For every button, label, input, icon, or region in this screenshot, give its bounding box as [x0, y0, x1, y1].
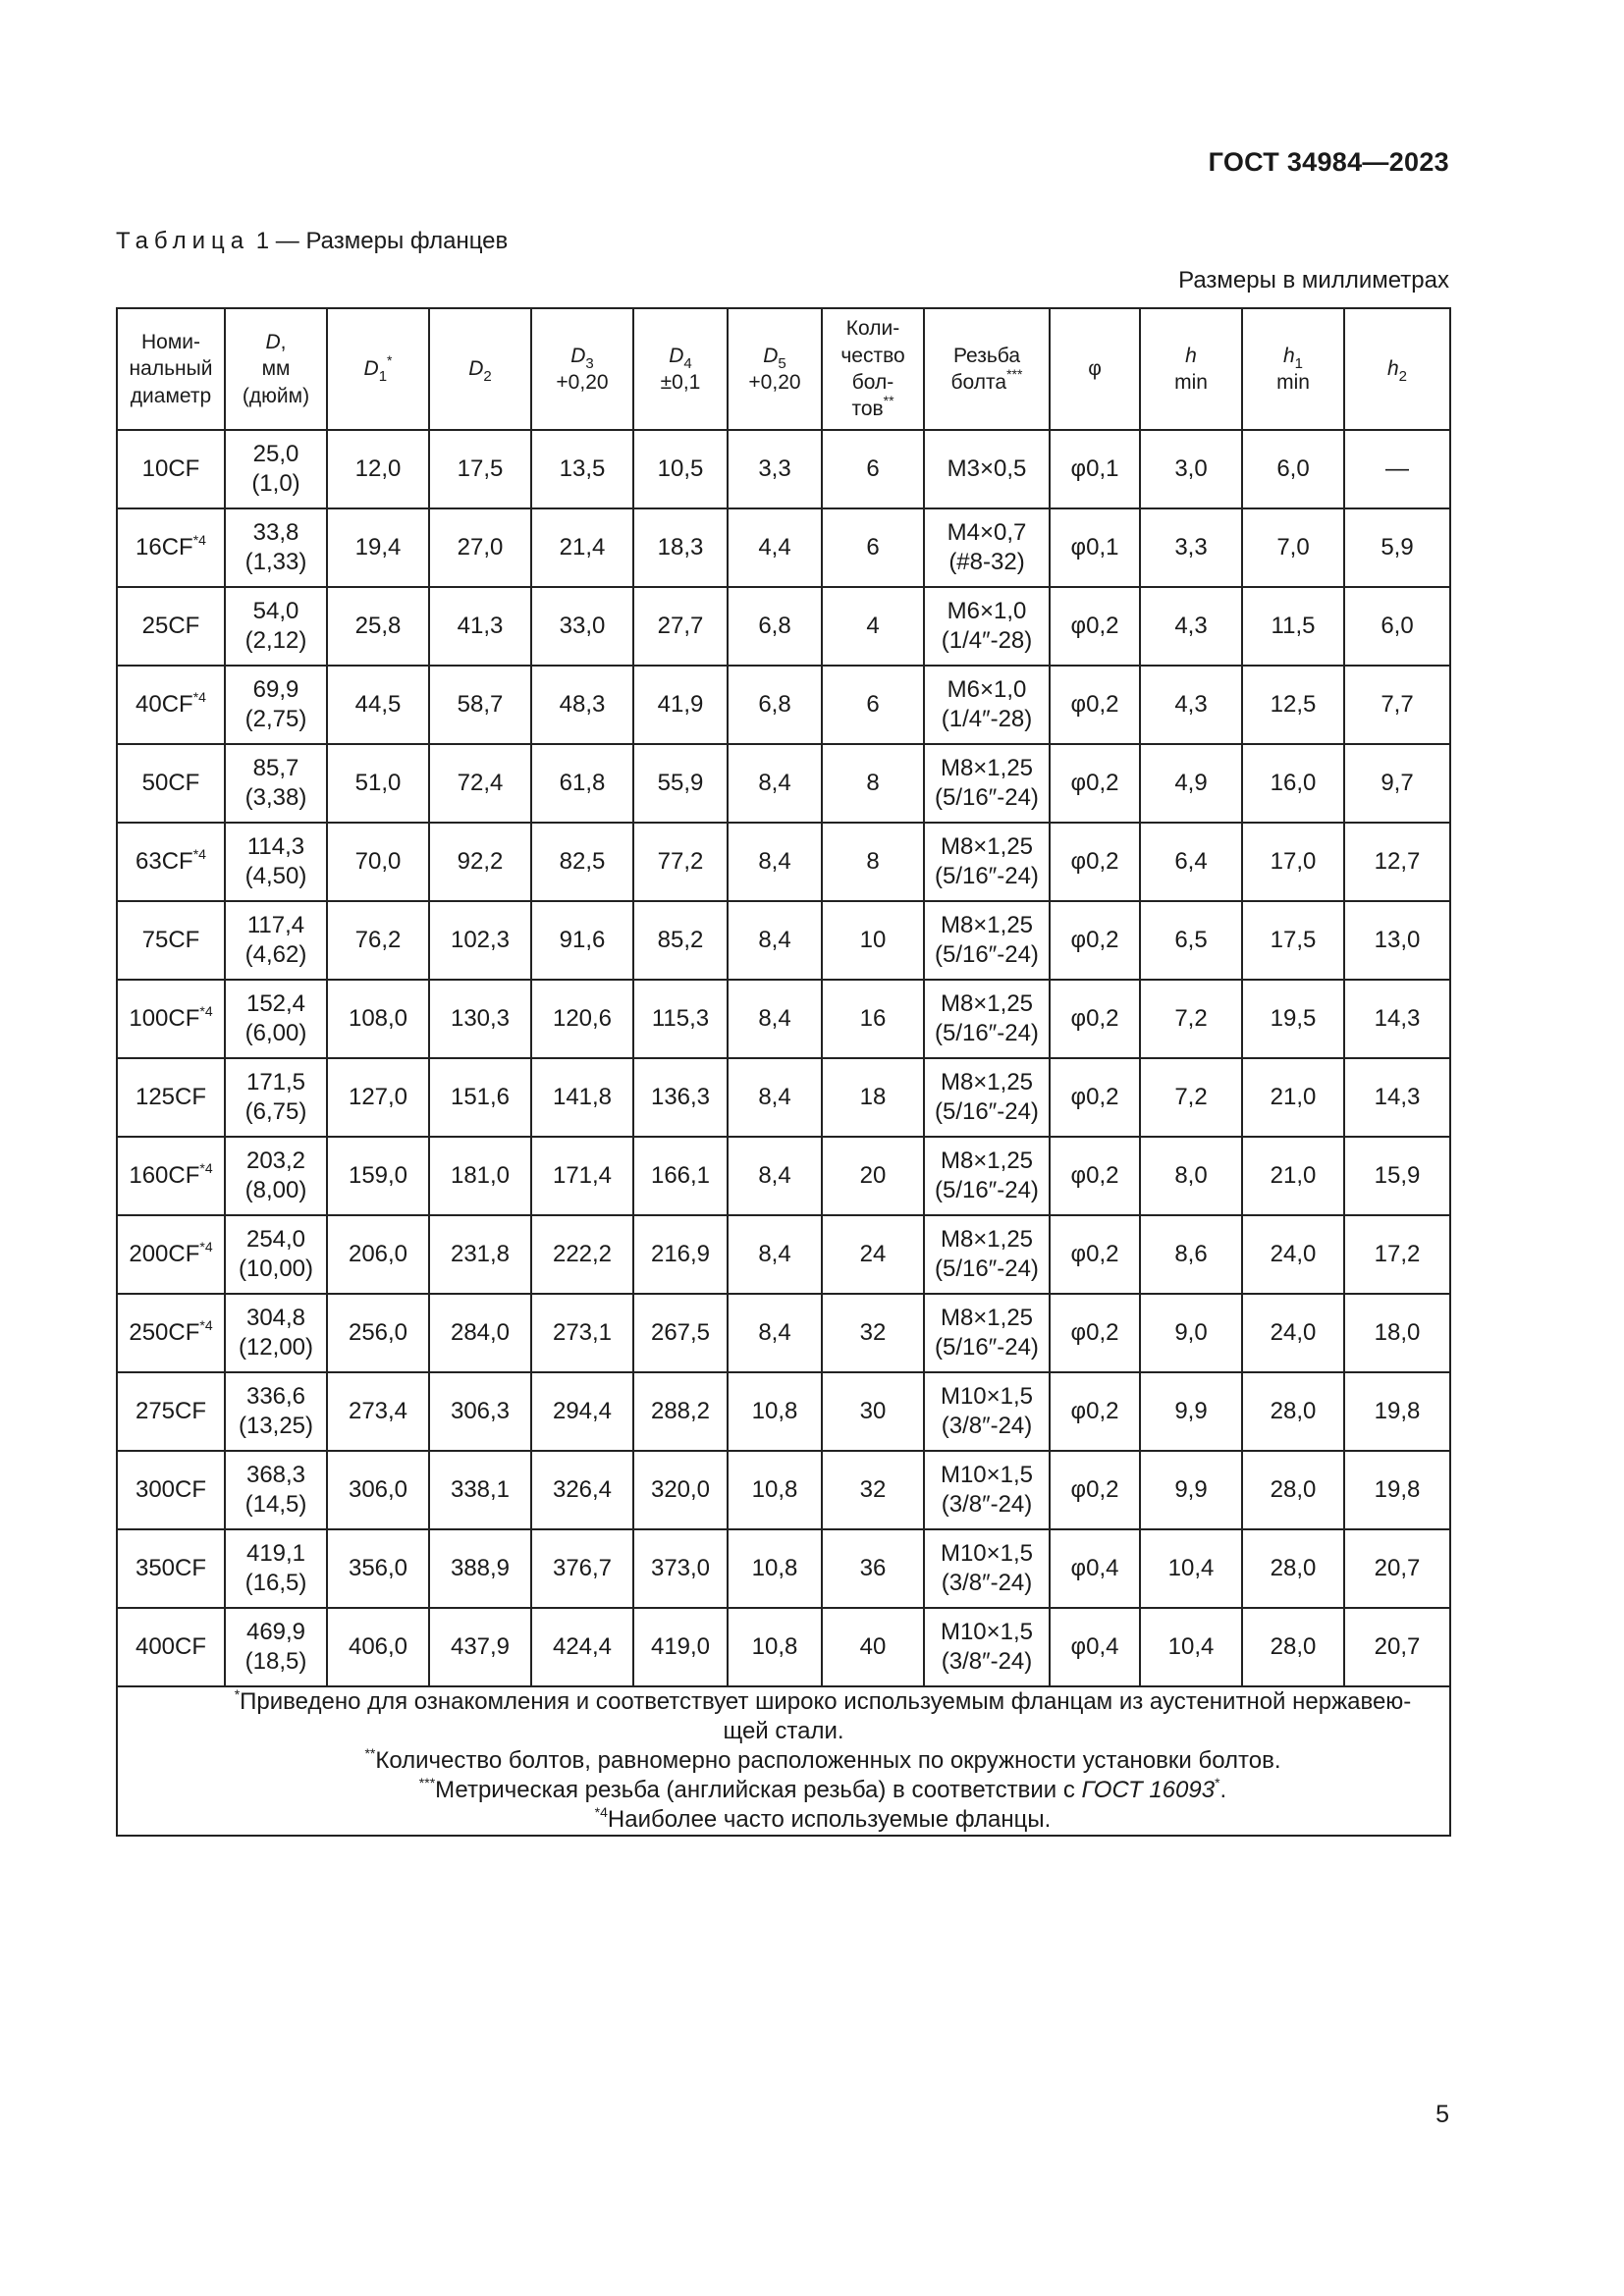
cell-h1: 17,5	[1242, 901, 1344, 980]
cell-h1: 21,0	[1242, 1058, 1344, 1137]
cell-phi: φ0,2	[1050, 1058, 1140, 1137]
cell-bolts: 6	[822, 430, 924, 508]
cell-d1: 206,0	[327, 1215, 429, 1294]
cell-thread: M8×1,25 (5/16″-24)	[924, 1137, 1050, 1215]
cell-h: 7,2	[1140, 1058, 1242, 1137]
table-row	[117, 1215, 1450, 1294]
cell-thread: M8×1,25 (5/16″-24)	[924, 901, 1050, 980]
cell-nominal: 300CF	[117, 1451, 225, 1529]
cell-d: 203,2 (8,00)	[225, 1137, 327, 1215]
cell-d2: 102,3	[429, 901, 531, 980]
cell-d1: 76,2	[327, 901, 429, 980]
cell-d4: 77,2	[633, 823, 728, 901]
cell-d5: 6,8	[728, 666, 822, 744]
cell-bolts: 20	[822, 1137, 924, 1215]
cell-d5: 8,4	[728, 1058, 822, 1137]
cell-h: 6,4	[1140, 823, 1242, 901]
table-row	[117, 1372, 1450, 1451]
cell-d1: 159,0	[327, 1137, 429, 1215]
cell-phi: φ0,2	[1050, 744, 1140, 823]
cell-d5: 8,4	[728, 1137, 822, 1215]
cell-d1: 356,0	[327, 1529, 429, 1608]
table-row	[117, 430, 1450, 508]
cell-d2: 437,9	[429, 1608, 531, 1686]
cell-d3: 33,0	[531, 587, 633, 666]
cell-h2: 6,0	[1344, 587, 1450, 666]
cell-d5: 10,8	[728, 1372, 822, 1451]
cell-h: 9,0	[1140, 1294, 1242, 1372]
cell-d2: 17,5	[429, 430, 531, 508]
cell-h2: —	[1344, 430, 1450, 508]
cell-phi: φ0,1	[1050, 430, 1140, 508]
cell-d1: 12,0	[327, 430, 429, 508]
cell-bolts: 30	[822, 1372, 924, 1451]
cell-nominal: 10CF	[117, 430, 225, 508]
cell-phi: φ0,2	[1050, 980, 1140, 1058]
flange-dimensions-table	[116, 307, 1451, 1837]
cell-d: 254,0 (10,00)	[225, 1215, 327, 1294]
table-caption-prefix: Таблица	[116, 228, 250, 254]
notes-row	[117, 1686, 1450, 1836]
cell-h2: 19,8	[1344, 1451, 1450, 1529]
cell-d5: 10,8	[728, 1529, 822, 1608]
cell-h: 4,3	[1140, 666, 1242, 744]
cell-d: 368,3 (14,5)	[225, 1451, 327, 1529]
cell-bolts: 4	[822, 587, 924, 666]
cell-phi: φ0,2	[1050, 666, 1140, 744]
cell-phi: φ0,2	[1050, 1137, 1140, 1215]
cell-h1: 7,0	[1242, 508, 1344, 587]
cell-d: 304,8 (12,00)	[225, 1294, 327, 1372]
table-row	[117, 980, 1450, 1058]
cell-h1: 28,0	[1242, 1529, 1344, 1608]
cell-d: 33,8 (1,33)	[225, 508, 327, 587]
table-row	[117, 744, 1450, 823]
cell-h1: 6,0	[1242, 430, 1344, 508]
cell-d2: 72,4	[429, 744, 531, 823]
cell-d2: 231,8	[429, 1215, 531, 1294]
cell-phi: φ0,1	[1050, 508, 1140, 587]
cell-h: 3,0	[1140, 430, 1242, 508]
cell-d4: 10,5	[633, 430, 728, 508]
cell-h2: 20,7	[1344, 1608, 1450, 1686]
cell-h: 4,3	[1140, 587, 1242, 666]
header-d5: $D_5$ +0,20	[728, 308, 822, 430]
cell-h2: 5,9	[1344, 508, 1450, 587]
cell-nominal: 160CF$^{*4}$	[117, 1137, 225, 1215]
table-row	[117, 1608, 1450, 1686]
cell-d4: 115,3	[633, 980, 728, 1058]
cell-thread: M8×1,25 (5/16″-24)	[924, 980, 1050, 1058]
cell-bolts: 36	[822, 1529, 924, 1608]
cell-d5: 3,3	[728, 430, 822, 508]
cell-h: 4,9	[1140, 744, 1242, 823]
cell-thread: M10×1,5 (3/8″-24)	[924, 1451, 1050, 1529]
cell-d4: 320,0	[633, 1451, 728, 1529]
cell-d3: 376,7	[531, 1529, 633, 1608]
units-note: Размеры в миллиметрах	[1178, 267, 1449, 294]
cell-d1: 44,5	[327, 666, 429, 744]
cell-phi: φ0,4	[1050, 1608, 1140, 1686]
cell-bolts: 32	[822, 1451, 924, 1529]
cell-d: 336,6 (13,25)	[225, 1372, 327, 1451]
cell-h1: 19,5	[1242, 980, 1344, 1058]
table-row	[117, 666, 1450, 744]
note-4: $^{*4}$Наиболее часто используемые фланцы.	[594, 1804, 1052, 1833]
gost-reference: ГОСТ 16093	[1081, 1777, 1216, 1803]
cell-d: 69,9 (2,75)	[225, 666, 327, 744]
cell-h1: 28,0	[1242, 1372, 1344, 1451]
cell-h1: 11,5	[1242, 587, 1344, 666]
header-h2: $h_2$	[1344, 308, 1450, 430]
cell-h: 8,6	[1140, 1215, 1242, 1294]
cell-thread: M8×1,25 (5/16″-24)	[924, 1058, 1050, 1137]
cell-d3: 82,5	[531, 823, 633, 901]
cell-h1: 28,0	[1242, 1451, 1344, 1529]
cell-h2: 14,3	[1344, 980, 1450, 1058]
cell-d1: 108,0	[327, 980, 429, 1058]
cell-d3: 273,1	[531, 1294, 633, 1372]
cell-h1: 21,0	[1242, 1137, 1344, 1215]
cell-bolts: 10	[822, 901, 924, 980]
cell-d1: 273,4	[327, 1372, 429, 1451]
cell-bolts: 40	[822, 1608, 924, 1686]
cell-d2: 284,0	[429, 1294, 531, 1372]
cell-d3: 91,6	[531, 901, 633, 980]
cell-bolts: 6	[822, 508, 924, 587]
cell-d3: 171,4	[531, 1137, 633, 1215]
cell-d3: 294,4	[531, 1372, 633, 1451]
table-row	[117, 1451, 1450, 1529]
cell-d1: 51,0	[327, 744, 429, 823]
cell-h: 8,0	[1140, 1137, 1242, 1215]
cell-d2: 130,3	[429, 980, 531, 1058]
cell-thread: M10×1,5 (3/8″-24)	[924, 1529, 1050, 1608]
cell-d5: 8,4	[728, 980, 822, 1058]
cell-h2: 9,7	[1344, 744, 1450, 823]
header-bolt-count: Коли- чество бол- тов**	[822, 308, 924, 430]
table-row	[117, 823, 1450, 901]
cell-d2: 181,0	[429, 1137, 531, 1215]
cell-d2: 58,7	[429, 666, 531, 744]
cell-phi: φ0,2	[1050, 823, 1140, 901]
cell-d5: 8,4	[728, 1215, 822, 1294]
cell-h1: 28,0	[1242, 1608, 1344, 1686]
cell-d4: 166,1	[633, 1137, 728, 1215]
cell-d4: 373,0	[633, 1529, 728, 1608]
cell-d: 54,0 (2,12)	[225, 587, 327, 666]
cell-d2: 338,1	[429, 1451, 531, 1529]
cell-d3: 21,4	[531, 508, 633, 587]
cell-d4: 85,2	[633, 901, 728, 980]
cell-h1: 16,0	[1242, 744, 1344, 823]
cell-nominal: 125CF	[117, 1058, 225, 1137]
cell-d4: 41,9	[633, 666, 728, 744]
cell-d5: 8,4	[728, 823, 822, 901]
cell-h: 10,4	[1140, 1608, 1242, 1686]
header-h1: $h_1$ min	[1242, 308, 1344, 430]
cell-phi: φ0,2	[1050, 587, 1140, 666]
page-number: 5	[1435, 2101, 1449, 2128]
cell-d4: 18,3	[633, 508, 728, 587]
cell-h1: 24,0	[1242, 1294, 1344, 1372]
note-1-continuation: щей стали.	[723, 1718, 844, 1744]
cell-d4: 288,2	[633, 1372, 728, 1451]
header-d3: $D_3$ +0,20	[531, 308, 633, 430]
cell-h2: 13,0	[1344, 901, 1450, 980]
cell-d5: 4,4	[728, 508, 822, 587]
cell-d2: 151,6	[429, 1058, 531, 1137]
cell-d: 85,7 (3,38)	[225, 744, 327, 823]
header-row	[117, 308, 1450, 430]
cell-bolts: 8	[822, 823, 924, 901]
header-d4: $D_4$ ±0,1	[633, 308, 728, 430]
table-row	[117, 901, 1450, 980]
header-bolt-thread: Резьба болта***	[924, 308, 1050, 430]
cell-d3: 120,6	[531, 980, 633, 1058]
cell-thread: M6×1,0 (1/4″-28)	[924, 587, 1050, 666]
cell-d: 152,4 (6,00)	[225, 980, 327, 1058]
cell-d2: 27,0	[429, 508, 531, 587]
header-d2: $D_2$	[429, 308, 531, 430]
cell-h2: 18,0	[1344, 1294, 1450, 1372]
cell-d: 25,0 (1,0)	[225, 430, 327, 508]
cell-nominal: 63CF$^{*4}$	[117, 823, 225, 901]
cell-nominal: 16CF$^{*4}$	[117, 508, 225, 587]
cell-d2: 388,9	[429, 1529, 531, 1608]
note-2: **Количество болтов, равномерно расположенных по окружности установки болтов.	[364, 1745, 1281, 1774]
cell-thread: M8×1,25 (5/16″-24)	[924, 744, 1050, 823]
cell-phi: φ0,2	[1050, 1451, 1140, 1529]
table-body	[117, 430, 1450, 1836]
cell-d2: 92,2	[429, 823, 531, 901]
cell-h: 9,9	[1140, 1451, 1242, 1529]
table-row	[117, 508, 1450, 587]
cell-d2: 41,3	[429, 587, 531, 666]
cell-d1: 256,0	[327, 1294, 429, 1372]
cell-nominal: 350CF	[117, 1529, 225, 1608]
table-notes	[117, 1686, 1450, 1836]
cell-bolts: 18	[822, 1058, 924, 1137]
cell-d1: 306,0	[327, 1451, 429, 1529]
cell-d: 114,3 (4,50)	[225, 823, 327, 901]
cell-d1: 70,0	[327, 823, 429, 901]
note-1: *Приведено для ознакомления и соответствует широко используемым фланцам из аустенитной нержавею-	[234, 1686, 1412, 1715]
cell-nominal: 25CF	[117, 587, 225, 666]
cell-nominal: 100CF$^{*4}$	[117, 980, 225, 1058]
cell-nominal: 250CF$^{*4}$	[117, 1294, 225, 1372]
cell-h2: 14,3	[1344, 1058, 1450, 1137]
cell-thread: M10×1,5 (3/8″-24)	[924, 1372, 1050, 1451]
cell-d5: 8,4	[728, 901, 822, 980]
cell-phi: φ0,4	[1050, 1529, 1140, 1608]
cell-nominal: 200CF$^{*4}$	[117, 1215, 225, 1294]
cell-phi: φ0,2	[1050, 1294, 1140, 1372]
cell-h2: 12,7	[1344, 823, 1450, 901]
cell-d4: 55,9	[633, 744, 728, 823]
cell-d3: 424,4	[531, 1608, 633, 1686]
standard-designation: ГОСТ 34984—2023	[1208, 147, 1449, 177]
cell-d4: 27,7	[633, 587, 728, 666]
header-d: D, мм (дюйм)	[225, 308, 327, 430]
cell-d1: 19,4	[327, 508, 429, 587]
cell-d1: 127,0	[327, 1058, 429, 1137]
cell-phi: φ0,2	[1050, 1372, 1140, 1451]
cell-d1: 406,0	[327, 1608, 429, 1686]
cell-d5: 10,8	[728, 1451, 822, 1529]
cell-h: 3,3	[1140, 508, 1242, 587]
cell-h: 7,2	[1140, 980, 1242, 1058]
cell-h: 6,5	[1140, 901, 1242, 980]
cell-h2: 7,7	[1344, 666, 1450, 744]
cell-nominal: 50CF	[117, 744, 225, 823]
cell-d: 117,4 (4,62)	[225, 901, 327, 980]
cell-thread: M8×1,25 (5/16″-24)	[924, 1294, 1050, 1372]
cell-phi: φ0,2	[1050, 1215, 1140, 1294]
cell-d5: 10,8	[728, 1608, 822, 1686]
cell-thread: M8×1,25 (5/16″-24)	[924, 823, 1050, 901]
table-row	[117, 1529, 1450, 1608]
cell-bolts: 24	[822, 1215, 924, 1294]
table-caption	[116, 228, 508, 255]
cell-d5: 8,4	[728, 1294, 822, 1372]
header-phi: φ	[1050, 308, 1140, 430]
cell-d3: 222,2	[531, 1215, 633, 1294]
cell-bolts: 32	[822, 1294, 924, 1372]
cell-d5: 8,4	[728, 744, 822, 823]
cell-d4: 267,5	[633, 1294, 728, 1372]
cell-d: 469,9 (18,5)	[225, 1608, 327, 1686]
cell-d3: 13,5	[531, 430, 633, 508]
cell-thread: M6×1,0 (1/4″-28)	[924, 666, 1050, 744]
cell-bolts: 6	[822, 666, 924, 744]
cell-h1: 17,0	[1242, 823, 1344, 901]
cell-d4: 136,3	[633, 1058, 728, 1137]
cell-h2: 20,7	[1344, 1529, 1450, 1608]
cell-bolts: 16	[822, 980, 924, 1058]
cell-d3: 326,4	[531, 1451, 633, 1529]
cell-d5: 6,8	[728, 587, 822, 666]
table-row	[117, 1294, 1450, 1372]
cell-bolts: 8	[822, 744, 924, 823]
header-h: h min	[1140, 308, 1242, 430]
cell-nominal: 400CF	[117, 1608, 225, 1686]
cell-nominal: 75CF	[117, 901, 225, 980]
cell-d3: 141,8	[531, 1058, 633, 1137]
cell-nominal: 275CF	[117, 1372, 225, 1451]
header-d1: $D_1^*$	[327, 308, 429, 430]
table-row	[117, 587, 1450, 666]
cell-d2: 306,3	[429, 1372, 531, 1451]
cell-thread: M4×0,7 (#8-32)	[924, 508, 1050, 587]
cell-phi: φ0,2	[1050, 901, 1140, 980]
table-row	[117, 1058, 1450, 1137]
cell-h: 10,4	[1140, 1529, 1242, 1608]
note-3: ***Метрическая резьба (английская резьба) в соответствии с ГОСТ 16093*.	[418, 1775, 1227, 1803]
cell-nominal: 40CF$^{*4}$	[117, 666, 225, 744]
cell-d3: 48,3	[531, 666, 633, 744]
cell-d: 419,1 (16,5)	[225, 1529, 327, 1608]
cell-d4: 216,9	[633, 1215, 728, 1294]
cell-d1: 25,8	[327, 587, 429, 666]
cell-h1: 24,0	[1242, 1215, 1344, 1294]
cell-thread: M10×1,5 (3/8″-24)	[924, 1608, 1050, 1686]
cell-h1: 12,5	[1242, 666, 1344, 744]
cell-h: 9,9	[1140, 1372, 1242, 1451]
table-caption-title: 1 — Размеры фланцев	[249, 228, 509, 254]
cell-h2: 17,2	[1344, 1215, 1450, 1294]
cell-d4: 419,0	[633, 1608, 728, 1686]
cell-d: 171,5 (6,75)	[225, 1058, 327, 1137]
header-nominal-diameter: Номи- нальный диаметр	[117, 308, 225, 430]
cell-h2: 15,9	[1344, 1137, 1450, 1215]
cell-thread: M3×0,5	[924, 430, 1050, 508]
cell-h2: 19,8	[1344, 1372, 1450, 1451]
cell-d3: 61,8	[531, 744, 633, 823]
cell-thread: M8×1,25 (5/16″-24)	[924, 1215, 1050, 1294]
table-row	[117, 1137, 1450, 1215]
